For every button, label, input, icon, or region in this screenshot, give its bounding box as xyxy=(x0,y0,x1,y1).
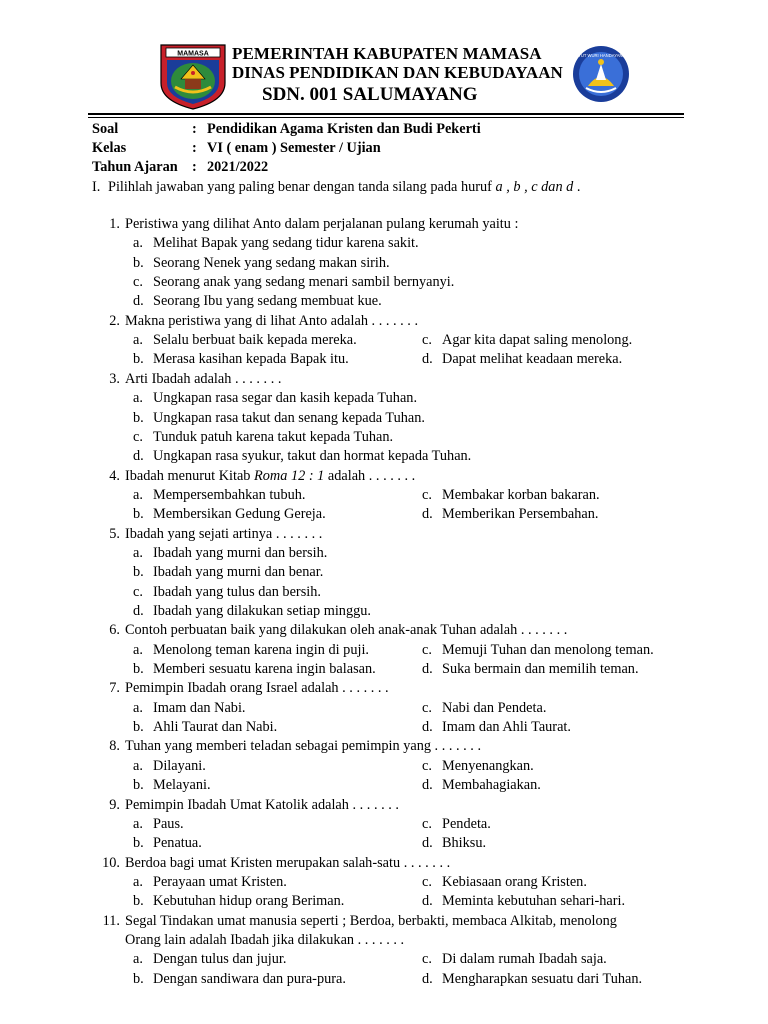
option-text: Melayani. xyxy=(153,777,211,794)
tut-wuri-handayani-logo xyxy=(566,44,636,104)
option-letter: c. xyxy=(422,757,432,774)
option-text: Ibadah yang murni dan benar. xyxy=(153,564,324,581)
option-text: Ungkapan rasa segar dan kasih kepada Tuhan. xyxy=(153,390,418,407)
option-text: Nabi dan Pendeta. xyxy=(442,699,547,716)
option-letter: d. xyxy=(422,835,433,852)
option-letter: b. xyxy=(133,661,144,678)
question-text: Makna peristiwa yang di lihat Anto adalah . . . . . . . xyxy=(125,312,419,329)
option-text: Perayaan umat Kristen. xyxy=(153,873,287,890)
option-letter: b. xyxy=(133,506,144,523)
question-number: 9. xyxy=(109,796,120,813)
meta-tahun-value: 2021/2022 xyxy=(207,159,269,175)
option-text: Seorang Ibu yang sedang membuat kue. xyxy=(153,293,382,310)
option-letter: d. xyxy=(422,970,433,987)
option-letter: d. xyxy=(133,293,144,310)
option-text: Imam dan Nabi. xyxy=(153,699,246,716)
option-text: Tunduk patuh karena takut kepada Tuhan. xyxy=(153,428,394,445)
question-number: 8. xyxy=(109,738,120,755)
option-text: Selalu berbuat baik kepada mereka. xyxy=(153,332,357,349)
instruction-text-pre: Pilihlah jawaban yang paling benar dengan tanda silang pada huruf xyxy=(108,179,496,195)
option-letter: d. xyxy=(422,777,433,794)
option-text: Membakar korban bakaran. xyxy=(442,486,600,503)
option-letter: c. xyxy=(422,873,432,890)
option-letter: b. xyxy=(133,970,144,987)
option-letter: a. xyxy=(133,641,143,658)
header-rule-thin xyxy=(88,117,684,118)
option-letter: a. xyxy=(133,486,143,503)
option-text: Kebutuhan hidup orang Beriman. xyxy=(153,893,345,910)
question-number: 10. xyxy=(102,854,120,871)
option-text: Penatua. xyxy=(153,835,202,852)
option-text: Seorang anak yang sedang menari sambil bernyanyi. xyxy=(153,274,455,291)
instruction-text-italic: a , b , c dan d xyxy=(495,179,574,195)
logo-right-text: TUT WURI HANDAYANI xyxy=(578,53,624,58)
option-letter: b. xyxy=(133,409,144,426)
question-number: 6. xyxy=(109,622,120,639)
option-letter: b. xyxy=(133,719,144,736)
option-text: Dapat melihat keadaan mereka. xyxy=(442,351,623,368)
question-number: 2. xyxy=(109,312,120,329)
option-text: Memuji Tuhan dan menolong teman. xyxy=(442,641,654,658)
header-line-1: PEMERINTAH KABUPATEN MAMASA xyxy=(232,44,542,63)
option-text: Di dalam rumah Ibadah saja. xyxy=(442,951,607,968)
instruction-text-post: . xyxy=(573,179,581,195)
question-text: Pemimpin Ibadah orang Israel adalah . . . . . . . xyxy=(125,680,389,697)
option-letter: d. xyxy=(422,661,433,678)
option-text: Paus. xyxy=(153,815,184,832)
option-letter: a. xyxy=(133,951,143,968)
option-letter: d. xyxy=(422,719,433,736)
question-text: Berdoa bagi umat Kristen merupakan salah-satu . . . . . . . xyxy=(125,854,451,871)
option-text: Meminta kebutuhan sehari-hari. xyxy=(442,893,626,910)
option-letter: a. xyxy=(133,815,143,832)
option-letter: a. xyxy=(133,699,143,716)
option-text: Memberikan Persembahan. xyxy=(442,506,599,523)
option-text: Dilayani. xyxy=(153,757,206,774)
option-text: Ibadah yang dilakukan setiap minggu. xyxy=(153,603,371,619)
school-name: SDN. 001 SALUMAYANG xyxy=(262,84,478,105)
option-text: Ahli Taurat dan Nabi. xyxy=(153,719,278,736)
question-number: 7. xyxy=(109,680,120,697)
option-text: Melihat Bapak yang sedang tidur karena sakit. xyxy=(153,235,419,252)
question-text-italic: Roma 12 : 1 xyxy=(254,467,325,484)
option-text: Kebiasaan orang Kristen. xyxy=(442,873,587,890)
option-text: Memberi sesuatu karena ingin balasan. xyxy=(153,661,376,678)
option-letter: a. xyxy=(133,873,143,890)
section-number: I. xyxy=(92,179,101,195)
option-letter: c. xyxy=(422,815,432,832)
option-letter: d. xyxy=(133,603,144,619)
meta-kelas-value: VI ( enam ) Semester / Ujian xyxy=(207,140,381,156)
option-letter: c. xyxy=(422,951,432,968)
option-letter: d. xyxy=(422,351,433,368)
option-text: Pendeta. xyxy=(442,815,491,832)
meta-soal-value: Pendidikan Agama Kristen dan Budi Pekerti xyxy=(207,121,481,137)
option-letter: b. xyxy=(133,777,144,794)
option-text: Mengharapkan sesuatu dari Tuhan. xyxy=(442,970,643,987)
option-text: Bhiksu. xyxy=(442,835,487,852)
meta-colon: : xyxy=(192,140,197,156)
logo-left-text: MAMASA xyxy=(177,50,209,58)
option-letter: c. xyxy=(422,332,432,349)
option-letter: a. xyxy=(133,544,143,561)
option-letter: c. xyxy=(133,428,143,445)
question-number: 4. xyxy=(109,467,120,484)
option-letter: c. xyxy=(133,583,143,600)
question-text: Arti Ibadah adalah . . . . . . . xyxy=(125,370,282,387)
option-letter: a. xyxy=(133,757,143,774)
option-text: Seorang Nenek yang sedang makan sirih. xyxy=(153,254,390,271)
option-letter: b. xyxy=(133,893,144,910)
question-number: 11. xyxy=(102,912,120,929)
option-letter: d. xyxy=(133,448,144,465)
mamasa-regency-logo xyxy=(158,43,228,111)
option-letter: d. xyxy=(422,893,433,910)
option-text: Agar kita dapat saling menolong. xyxy=(442,332,633,349)
question-text: Ibadah yang sejati artinya . . . . . . . xyxy=(125,525,323,542)
question-text: Contoh perbuatan baik yang dilakukan oleh anak-anak Tuhan adalah . . . . . . . xyxy=(125,622,568,639)
option-text: Menolong teman karena ingin di puji. xyxy=(153,641,369,658)
question-number: 5. xyxy=(109,525,120,542)
meta-tahun-label: Tahun Ajaran xyxy=(92,159,178,175)
option-text: Imam dan Ahli Taurat. xyxy=(442,719,571,736)
option-letter: c. xyxy=(422,699,432,716)
option-letter: c. xyxy=(422,486,432,503)
question-text: Pemimpin Ibadah Umat Katolik adalah . . . . . . . xyxy=(125,796,399,813)
question-text: Segal Tindakan umat manusia seperti ; Berdoa, berbakti, membaca Alkitab, menolong xyxy=(125,912,617,929)
question-number: 1. xyxy=(109,216,120,232)
header-rule-thick xyxy=(88,113,684,115)
option-letter: d. xyxy=(422,506,433,523)
option-text: Ibadah yang tulus dan bersih. xyxy=(153,583,321,600)
question-text: Tuhan yang memberi teladan sebagai pemimpin yang . . . . . . . xyxy=(125,738,482,755)
option-text: Dengan tulus dan jujur. xyxy=(153,951,287,968)
option-text: Merasa kasihan kepada Bapak itu. xyxy=(153,351,349,368)
question-number: 3. xyxy=(109,370,120,387)
question-text-line-2: Orang lain adalah Ibadah jika dilakukan . . . . . . . xyxy=(125,931,405,948)
option-letter: c. xyxy=(133,274,143,291)
option-text: Membahagiakan. xyxy=(442,777,541,794)
question-text: Peristiwa yang dilihat Anto dalam perjalanan pulang kerumah yaitu : xyxy=(125,216,519,232)
question-text xyxy=(125,467,415,485)
header-line-2: DINAS PENDIDIKAN DAN KEBUDAYAAN xyxy=(232,63,563,82)
meta-kelas-label: Kelas xyxy=(92,140,127,156)
question-text-post: adalah . . . . . . . xyxy=(324,467,416,484)
option-text: Menyenangkan. xyxy=(442,757,534,774)
option-letter: b. xyxy=(133,835,144,852)
option-text: Membersikan Gedung Gereja. xyxy=(153,506,326,523)
option-text: Dengan sandiwara dan pura-pura. xyxy=(153,970,346,987)
option-text: Ungkapan rasa syukur, takut dan hormat kepada Tuhan. xyxy=(153,448,472,465)
option-letter: b. xyxy=(133,254,144,271)
meta-colon: : xyxy=(192,159,197,175)
option-text: Ibadah yang murni dan bersih. xyxy=(153,544,328,561)
option-letter: a. xyxy=(133,390,143,407)
option-letter: a. xyxy=(133,332,143,349)
option-text: Mempersembahkan tubuh. xyxy=(153,486,306,503)
meta-colon: : xyxy=(192,121,197,137)
option-letter: b. xyxy=(133,564,144,581)
option-letter: b. xyxy=(133,351,144,368)
option-letter: a. xyxy=(133,235,143,252)
option-letter: c. xyxy=(422,641,432,658)
meta-soal-label: Soal xyxy=(92,121,119,137)
instruction-text xyxy=(108,179,580,196)
option-text: Ungkapan rasa takut dan senang kepada Tuhan. xyxy=(153,409,425,426)
question-text-pre: Ibadah menurut Kitab xyxy=(125,467,255,484)
option-text: Suka bermain dan memilih teman. xyxy=(442,661,639,678)
